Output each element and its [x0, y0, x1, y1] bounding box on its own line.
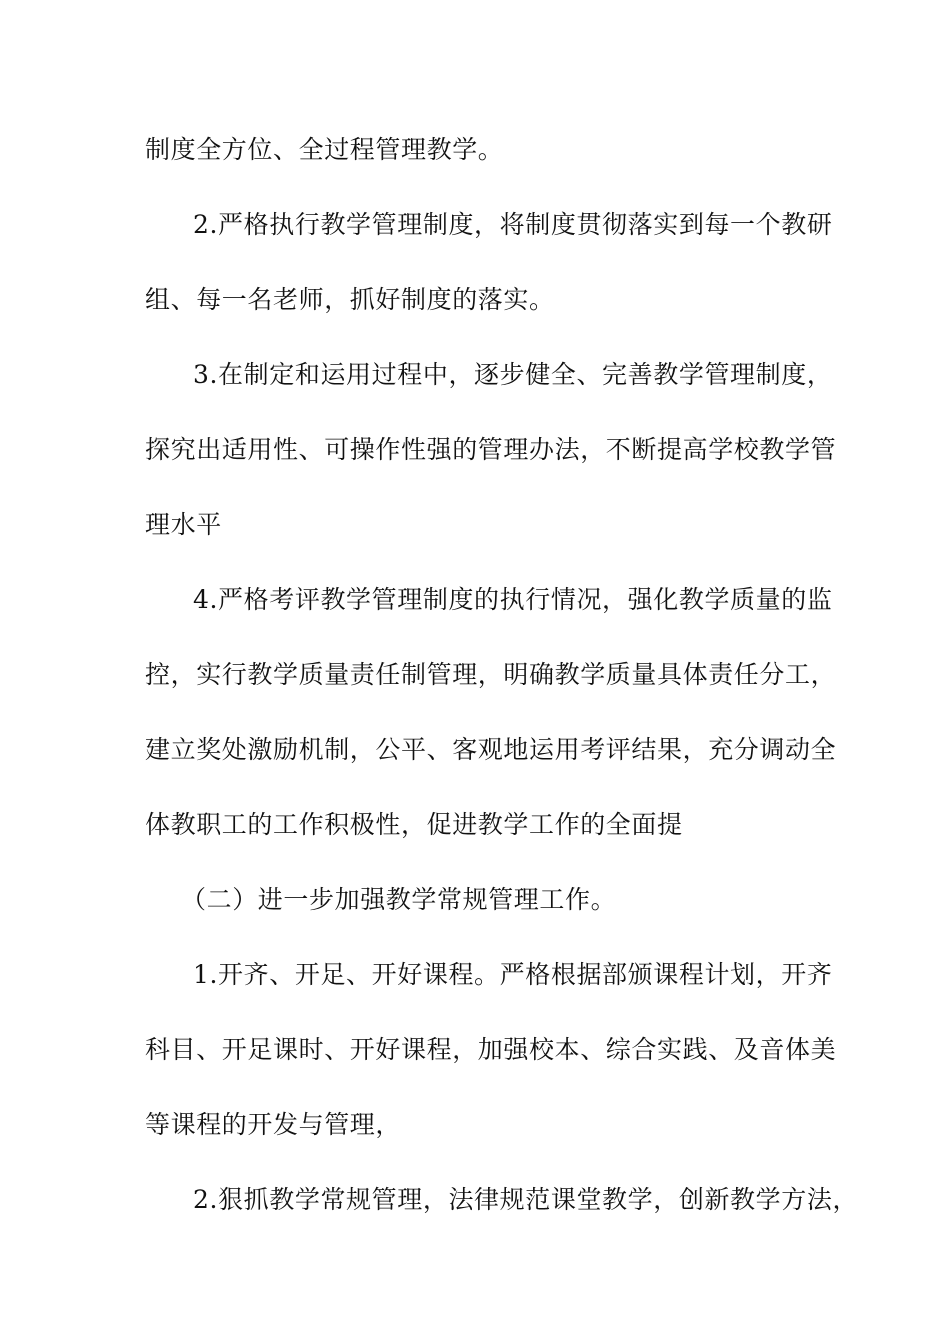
list-item-1: 1.开齐、开足、开好课程。严格根据部颁课程计划，开齐 — [193, 960, 833, 989]
text-line: 等课程的开发与管理， — [145, 1110, 402, 1139]
text-line: 科目、开足课时、开好课程，加强校本、综合实践、及音体美 — [145, 1035, 837, 1064]
text-line: 理水平 — [145, 510, 222, 539]
list-item-3: 3.在制定和运用过程中，逐步健全、完善教学管理制度， — [193, 360, 833, 389]
text-line: 探究出适用性、可操作性强的管理办法，不断提高学校教学管 — [145, 435, 837, 464]
text-line: 控，实行教学质量责任制管理，明确教学质量具体责任分工， — [145, 660, 837, 689]
section-heading: （二）进一步加强教学常规管理工作。 — [181, 885, 617, 914]
text-line: 体教职工的工作积极性，促进教学工作的全面提 — [145, 810, 683, 839]
list-item-4: 4.严格考评教学管理制度的执行情况，强化教学质量的监 — [193, 585, 833, 614]
text-line: 建立奖处激励机制，公平、客观地运用考评结果，充分调动全 — [145, 735, 837, 764]
text-line: 组、每一名老师，抓好制度的落实。 — [145, 285, 555, 314]
list-item-2: 2.严格执行教学管理制度，将制度贯彻落实到每一个教研 — [193, 210, 833, 239]
text-line: 制度全方位、全过程管理教学。 — [145, 135, 504, 164]
list-item-2b: 2.狠抓教学常规管理，法律规范课堂教学，创新教学方法， — [193, 1185, 859, 1214]
